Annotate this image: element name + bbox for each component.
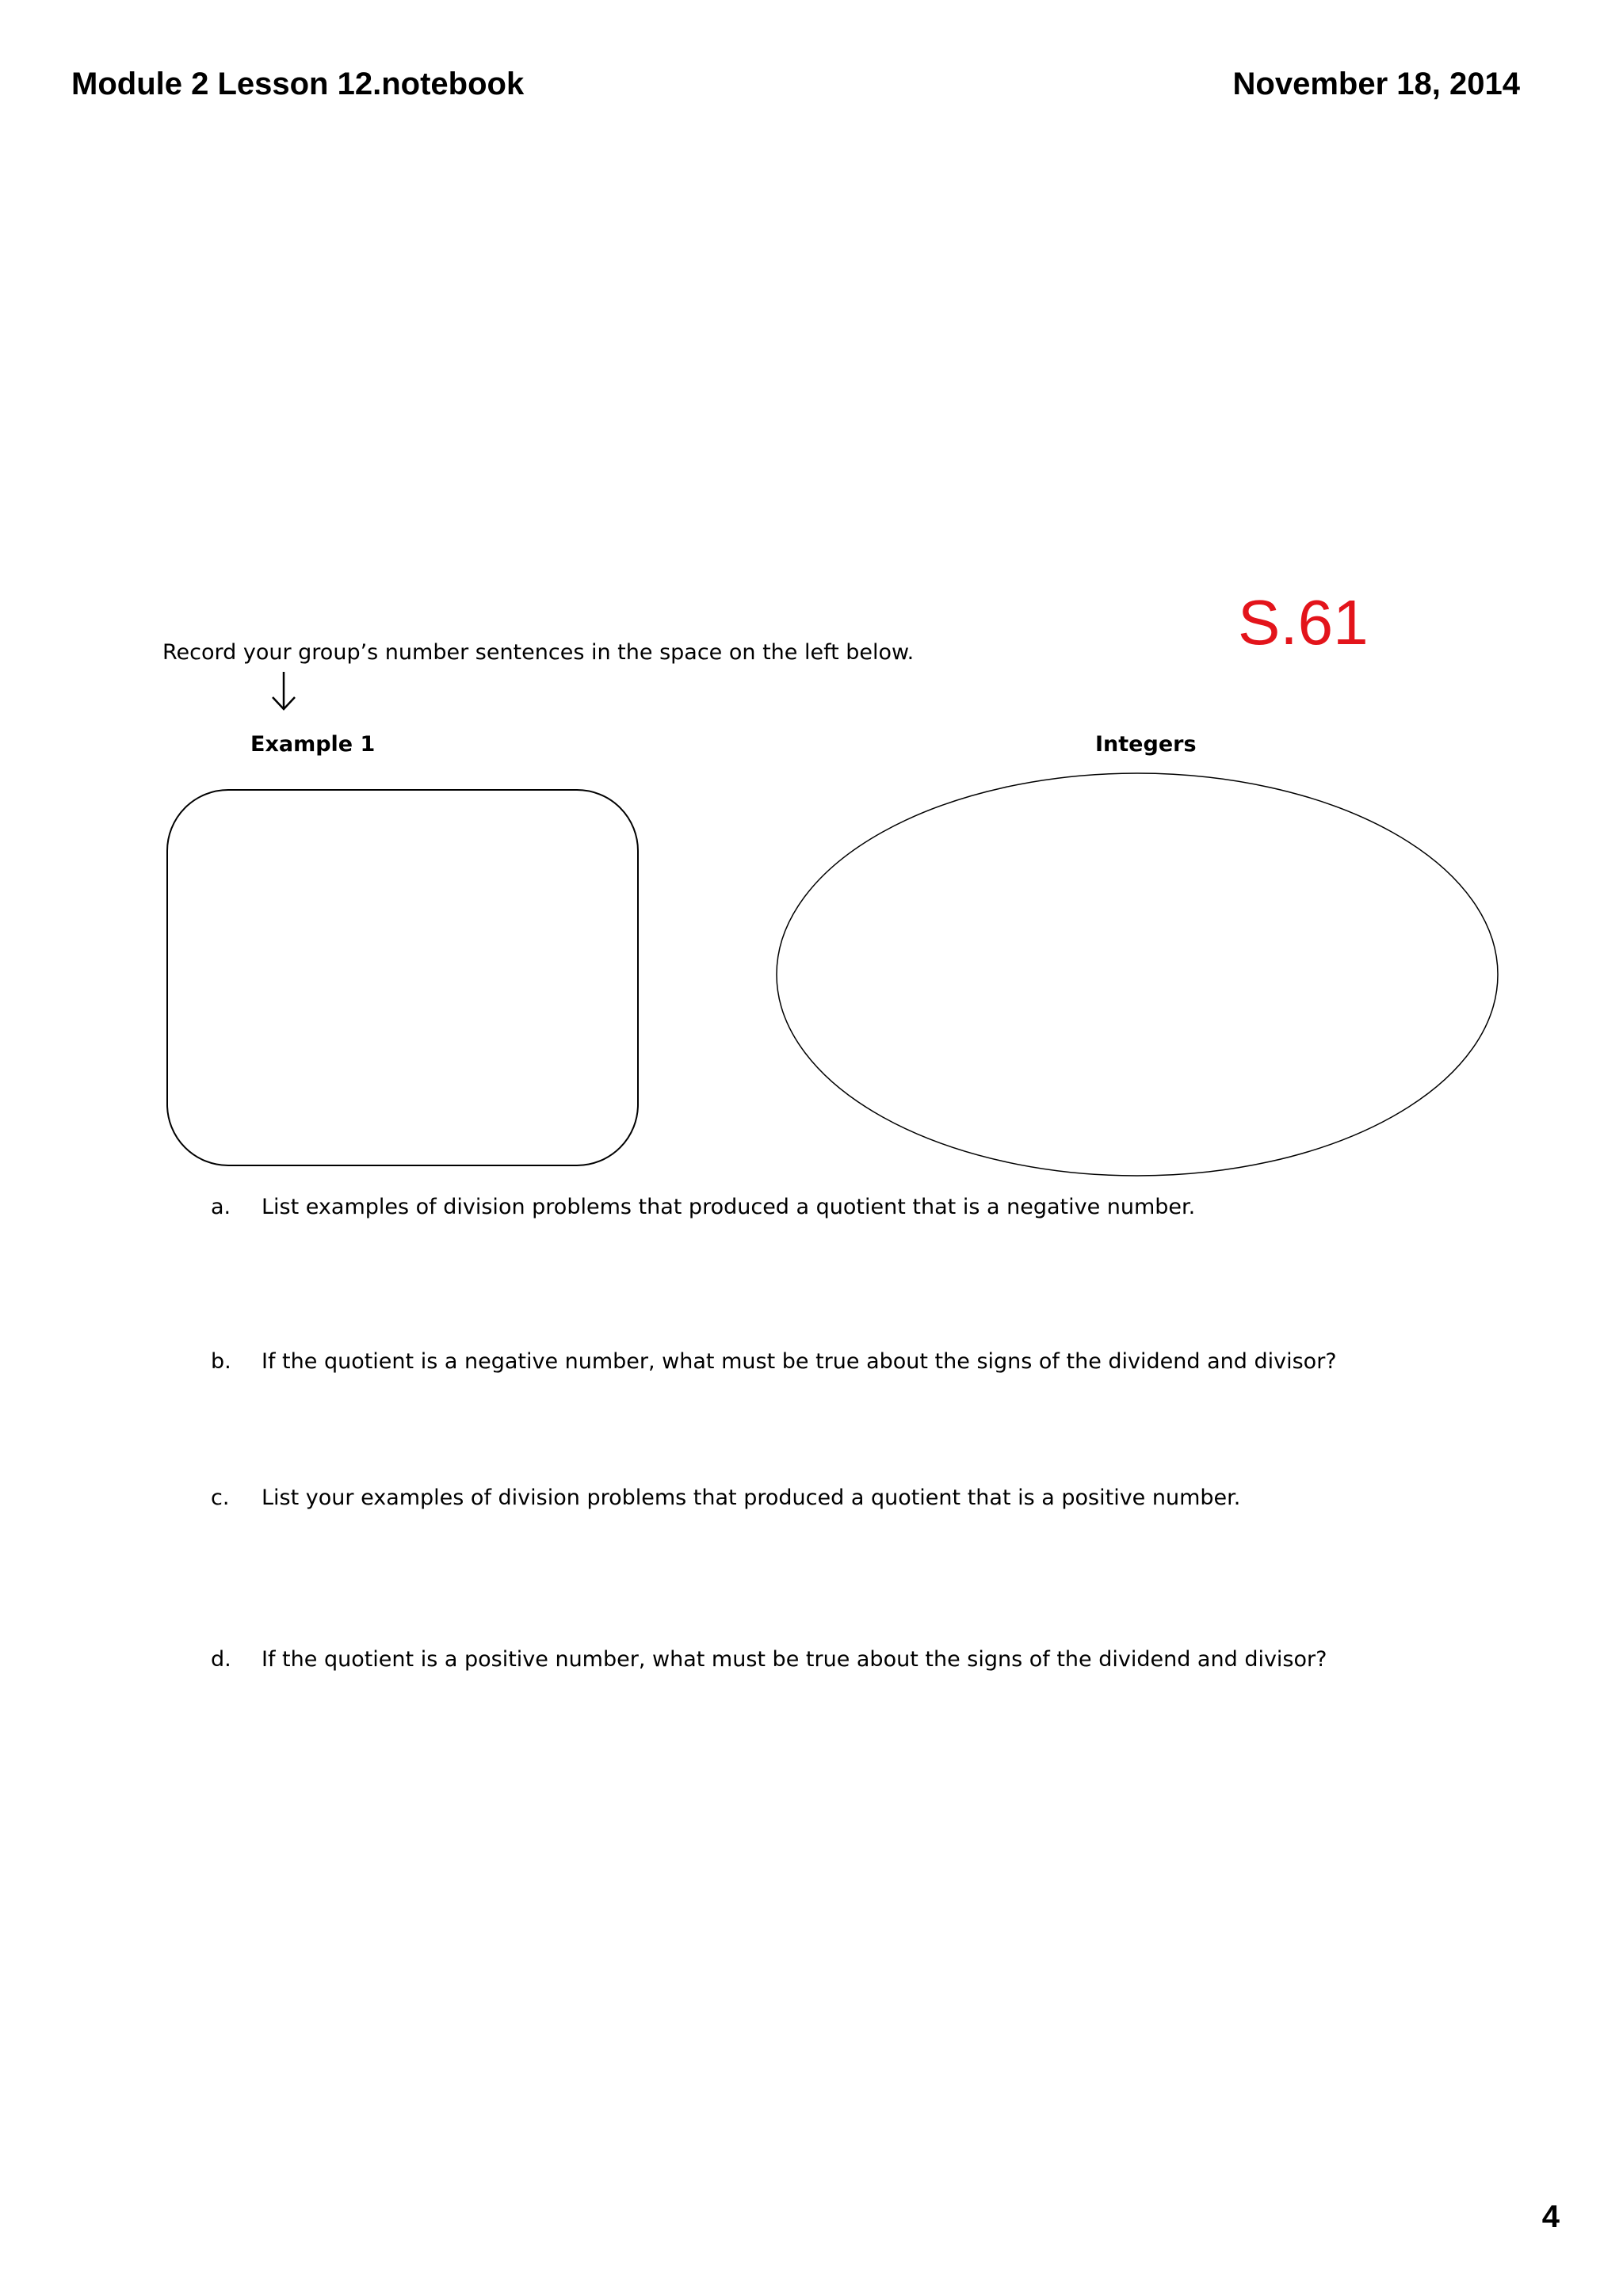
integers-ellipse[interactable] (775, 772, 1499, 1177)
question-b-letter: b. (211, 1349, 231, 1374)
document-title: Module 2 Lesson 12.notebook (71, 67, 525, 101)
slide-label: S.61 (1238, 587, 1369, 658)
question-c-letter: c. (211, 1486, 230, 1510)
question-d-letter: d. (211, 1647, 231, 1672)
question-b-text: If the quotient is a negative number, what must be true about the signs of the dividend and divisor? (262, 1349, 1337, 1374)
page-number: 4 (1541, 2199, 1560, 2234)
question-a-letter: a. (211, 1195, 231, 1219)
integers-heading: Integers (1095, 732, 1197, 757)
example-heading: Example 1 (250, 732, 376, 757)
question-a-text: List examples of division problems that produced a quotient that is a negative number. (262, 1195, 1196, 1219)
instruction-text: Record your group’s number sentences in the space on the left below. (162, 640, 915, 665)
document-date: November 18, 2014 (1232, 67, 1520, 101)
example-answer-box[interactable] (166, 789, 639, 1166)
question-d-text: If the quotient is a positive number, what must be true about the signs of the dividend and divisor? (262, 1647, 1327, 1672)
question-c-text: List your examples of division problems that produced a quotient that is a positive number. (262, 1486, 1241, 1510)
down-arrow-icon (269, 670, 298, 711)
